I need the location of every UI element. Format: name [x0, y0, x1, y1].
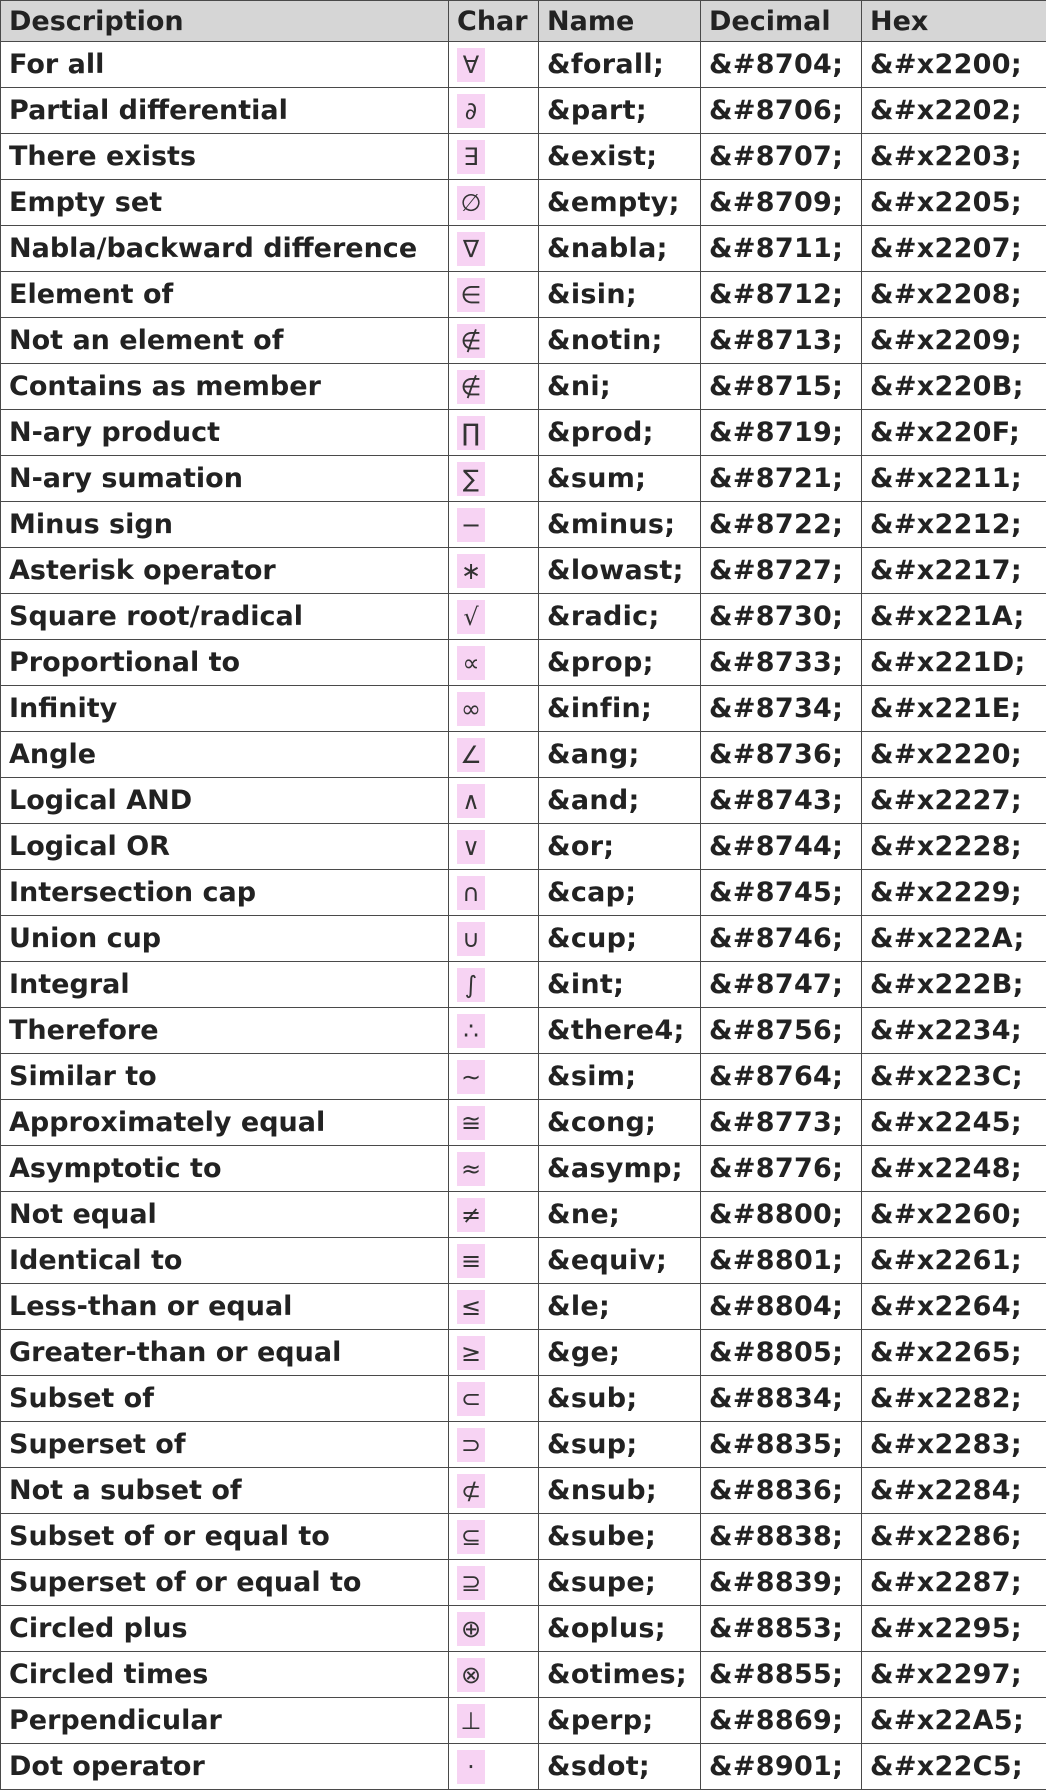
char-cell	[449, 1376, 539, 1422]
char-cell	[449, 1192, 539, 1238]
description-cell: Contains as member	[1, 364, 449, 410]
char-cell	[449, 1514, 539, 1560]
decimal-cell: &#8704;	[701, 42, 862, 88]
char-cell	[449, 88, 539, 134]
decimal-cell: &#8722;	[701, 502, 862, 548]
hex-cell: &#x2245;	[862, 1100, 1046, 1146]
char-cell	[449, 594, 539, 640]
char-cell	[449, 778, 539, 824]
decimal-cell: &#8801;	[701, 1238, 862, 1284]
decimal-cell: &#8745;	[701, 870, 862, 916]
char-cell	[449, 226, 539, 272]
description-cell: Not a subset of	[1, 1468, 449, 1514]
description-cell: Asymptotic to	[1, 1146, 449, 1192]
name-cell: &nabla;	[539, 226, 701, 272]
char-glyph: ∈	[457, 278, 485, 312]
table-row	[1, 1468, 1046, 1514]
description-cell: Circled plus	[1, 1606, 449, 1652]
decimal-cell: &#8773;	[701, 1100, 862, 1146]
decimal-cell: &#8901;	[701, 1744, 862, 1790]
table-row	[1, 640, 1046, 686]
char-cell	[449, 1468, 539, 1514]
table-row	[1, 272, 1046, 318]
hex-cell: &#x2205;	[862, 180, 1046, 226]
hex-cell: &#x2282;	[862, 1376, 1046, 1422]
char-glyph: ⊄	[457, 1474, 485, 1508]
char-cell	[449, 1330, 539, 1376]
decimal-cell: &#8805;	[701, 1330, 862, 1376]
hex-cell: &#x2211;	[862, 456, 1046, 502]
name-cell: &exist;	[539, 134, 701, 180]
char-glyph: ∞	[457, 692, 485, 726]
hex-cell: &#x2207;	[862, 226, 1046, 272]
table-row	[1, 1606, 1046, 1652]
hex-cell: &#x2248;	[862, 1146, 1046, 1192]
decimal-cell: &#8836;	[701, 1468, 862, 1514]
name-cell: &sup;	[539, 1422, 701, 1468]
char-cell	[449, 1652, 539, 1698]
description-cell: Logical OR	[1, 824, 449, 870]
char-cell	[449, 1238, 539, 1284]
char-glyph: ∀	[457, 48, 485, 82]
decimal-cell: &#8709;	[701, 180, 862, 226]
hex-cell: &#x223C;	[862, 1054, 1046, 1100]
char-glyph: ∪	[457, 922, 485, 956]
description-cell: Dot operator	[1, 1744, 449, 1790]
header-decimal: Decimal	[701, 1, 862, 42]
table-row	[1, 456, 1046, 502]
hex-cell: &#x2260;	[862, 1192, 1046, 1238]
char-cell	[449, 180, 539, 226]
name-cell: &minus;	[539, 502, 701, 548]
description-cell: Greater-than or equal	[1, 1330, 449, 1376]
table-row	[1, 1284, 1046, 1330]
description-cell: Intersection cap	[1, 870, 449, 916]
table-row	[1, 502, 1046, 548]
char-glyph: ⊥	[457, 1704, 485, 1738]
char-cell	[449, 1008, 539, 1054]
name-cell: &otimes;	[539, 1652, 701, 1698]
name-cell: &part;	[539, 88, 701, 134]
table-row	[1, 916, 1046, 962]
char-glyph: ⊇	[457, 1566, 485, 1600]
hex-cell: &#x221A;	[862, 594, 1046, 640]
name-cell: &ni;	[539, 364, 701, 410]
char-glyph: ∫	[457, 968, 485, 1002]
description-cell: Perpendicular	[1, 1698, 449, 1744]
description-cell: Nabla/backward difference	[1, 226, 449, 272]
name-cell: &cup;	[539, 916, 701, 962]
char-cell	[449, 1422, 539, 1468]
header-char: Char	[449, 1, 539, 42]
decimal-cell: &#8715;	[701, 364, 862, 410]
name-cell: &supe;	[539, 1560, 701, 1606]
name-cell: &sim;	[539, 1054, 701, 1100]
name-cell: &ge;	[539, 1330, 701, 1376]
hex-cell: &#x2283;	[862, 1422, 1046, 1468]
header-name: Name	[539, 1, 701, 42]
decimal-cell: &#8804;	[701, 1284, 862, 1330]
hex-cell: &#x2200;	[862, 42, 1046, 88]
char-glyph: ∑	[457, 462, 485, 496]
name-cell: &isin;	[539, 272, 701, 318]
table-row	[1, 1100, 1046, 1146]
description-cell: Superset of or equal to	[1, 1560, 449, 1606]
description-cell: N-ary product	[1, 410, 449, 456]
name-cell: &le;	[539, 1284, 701, 1330]
name-cell: &prod;	[539, 410, 701, 456]
name-cell: &sdot;	[539, 1744, 701, 1790]
description-cell: Minus sign	[1, 502, 449, 548]
table-row	[1, 364, 1046, 410]
table-row	[1, 1514, 1046, 1560]
description-cell: Circled times	[1, 1652, 449, 1698]
header-row	[1, 1, 1046, 42]
name-cell: &radic;	[539, 594, 701, 640]
name-cell: &there4;	[539, 1008, 701, 1054]
char-glyph: ∉	[457, 370, 485, 404]
char-cell	[449, 1744, 539, 1790]
hex-cell: &#x2297;	[862, 1652, 1046, 1698]
char-cell	[449, 456, 539, 502]
header-hex: Hex	[862, 1, 1046, 42]
table-row	[1, 1054, 1046, 1100]
char-glyph: ∅	[457, 186, 485, 220]
hex-cell: &#x220F;	[862, 410, 1046, 456]
char-cell	[449, 272, 539, 318]
table-row	[1, 1238, 1046, 1284]
description-cell: Similar to	[1, 1054, 449, 1100]
char-glyph: ⊃	[457, 1428, 485, 1462]
table-row	[1, 1698, 1046, 1744]
hex-cell: &#x2212;	[862, 502, 1046, 548]
description-cell: Proportional to	[1, 640, 449, 686]
char-cell	[449, 318, 539, 364]
char-cell	[449, 962, 539, 1008]
char-glyph: √	[457, 600, 485, 634]
char-glyph: ∼	[457, 1060, 485, 1094]
table-row	[1, 824, 1046, 870]
hex-cell: &#x2228;	[862, 824, 1046, 870]
table-row	[1, 1192, 1046, 1238]
decimal-cell: &#8706;	[701, 88, 862, 134]
description-cell: For all	[1, 42, 449, 88]
hex-cell: &#x2229;	[862, 870, 1046, 916]
table-row	[1, 1330, 1046, 1376]
char-glyph: ⊂	[457, 1382, 485, 1416]
table-row	[1, 318, 1046, 364]
name-cell: &notin;	[539, 318, 701, 364]
table-row	[1, 594, 1046, 640]
description-cell: Infinity	[1, 686, 449, 732]
hex-cell: &#x222B;	[862, 962, 1046, 1008]
decimal-cell: &#8834;	[701, 1376, 862, 1422]
hex-cell: &#x2208;	[862, 272, 1046, 318]
char-glyph: ⊗	[457, 1658, 485, 1692]
name-cell: &ang;	[539, 732, 701, 778]
hex-cell: &#x2202;	[862, 88, 1046, 134]
char-glyph: ∗	[457, 554, 485, 588]
name-cell: &sube;	[539, 1514, 701, 1560]
table-row	[1, 88, 1046, 134]
table-row	[1, 1422, 1046, 1468]
char-cell	[449, 548, 539, 594]
char-cell	[449, 134, 539, 180]
table-row	[1, 410, 1046, 456]
char-cell	[449, 1100, 539, 1146]
char-cell	[449, 1698, 539, 1744]
hex-cell: &#x221D;	[862, 640, 1046, 686]
char-cell	[449, 916, 539, 962]
description-cell: Asterisk operator	[1, 548, 449, 594]
char-glyph: ∝	[457, 646, 485, 680]
decimal-cell: &#8835;	[701, 1422, 862, 1468]
name-cell: &int;	[539, 962, 701, 1008]
decimal-cell: &#8869;	[701, 1698, 862, 1744]
char-cell	[449, 824, 539, 870]
hex-cell: &#x222A;	[862, 916, 1046, 962]
char-glyph: ≡	[457, 1244, 485, 1278]
decimal-cell: &#8707;	[701, 134, 862, 180]
description-cell: Partial differential	[1, 88, 449, 134]
hex-cell: &#x2284;	[862, 1468, 1046, 1514]
decimal-cell: &#8730;	[701, 594, 862, 640]
char-cell	[449, 1054, 539, 1100]
decimal-cell: &#8776;	[701, 1146, 862, 1192]
char-cell	[449, 732, 539, 778]
description-cell: Union cup	[1, 916, 449, 962]
table-body	[1, 42, 1046, 1790]
decimal-cell: &#8746;	[701, 916, 862, 962]
char-glyph: ≥	[457, 1336, 485, 1370]
decimal-cell: &#8853;	[701, 1606, 862, 1652]
decimal-cell: &#8734;	[701, 686, 862, 732]
decimal-cell: &#8756;	[701, 1008, 862, 1054]
description-cell: Logical AND	[1, 778, 449, 824]
name-cell: &and;	[539, 778, 701, 824]
decimal-cell: &#8747;	[701, 962, 862, 1008]
hex-cell: &#x2227;	[862, 778, 1046, 824]
decimal-cell: &#8855;	[701, 1652, 862, 1698]
char-glyph: ⋅	[457, 1750, 485, 1784]
table-row	[1, 226, 1046, 272]
table-row	[1, 778, 1046, 824]
char-glyph: ≅	[457, 1106, 485, 1140]
description-cell: Not an element of	[1, 318, 449, 364]
name-cell: &empty;	[539, 180, 701, 226]
hex-cell: &#x22C5;	[862, 1744, 1046, 1790]
char-cell	[449, 640, 539, 686]
char-cell	[449, 1606, 539, 1652]
decimal-cell: &#8743;	[701, 778, 862, 824]
char-glyph: ∂	[457, 94, 485, 128]
description-cell: Subset of	[1, 1376, 449, 1422]
char-glyph: ∇	[457, 232, 485, 266]
hex-cell: &#x2220;	[862, 732, 1046, 778]
char-cell	[449, 686, 539, 732]
name-cell: &sum;	[539, 456, 701, 502]
char-cell	[449, 870, 539, 916]
decimal-cell: &#8764;	[701, 1054, 862, 1100]
table-row	[1, 732, 1046, 778]
hex-cell: &#x2264;	[862, 1284, 1046, 1330]
name-cell: &perp;	[539, 1698, 701, 1744]
description-cell: Subset of or equal to	[1, 1514, 449, 1560]
description-cell: Less-than or equal	[1, 1284, 449, 1330]
hex-cell: &#x22A5;	[862, 1698, 1046, 1744]
hex-cell: &#x2295;	[862, 1606, 1046, 1652]
char-glyph: ∠	[457, 738, 485, 772]
decimal-cell: &#8713;	[701, 318, 862, 364]
decimal-cell: &#8721;	[701, 456, 862, 502]
char-glyph: ∧	[457, 784, 485, 818]
header-description: Description	[1, 1, 449, 42]
name-cell: &prop;	[539, 640, 701, 686]
name-cell: &oplus;	[539, 1606, 701, 1652]
table-row	[1, 1008, 1046, 1054]
hex-cell: &#x2261;	[862, 1238, 1046, 1284]
description-cell: Identical to	[1, 1238, 449, 1284]
description-cell: Integral	[1, 962, 449, 1008]
decimal-cell: &#8711;	[701, 226, 862, 272]
char-cell	[449, 42, 539, 88]
decimal-cell: &#8839;	[701, 1560, 862, 1606]
char-glyph: ∩	[457, 876, 485, 910]
name-cell: &infin;	[539, 686, 701, 732]
char-glyph: ∉	[457, 324, 485, 358]
name-cell: &equiv;	[539, 1238, 701, 1284]
name-cell: &or;	[539, 824, 701, 870]
table-row	[1, 962, 1046, 1008]
name-cell: &nsub;	[539, 1468, 701, 1514]
description-cell: N-ary sumation	[1, 456, 449, 502]
table-row	[1, 1560, 1046, 1606]
hex-cell: &#x2209;	[862, 318, 1046, 364]
char-glyph: ∃	[457, 140, 485, 174]
char-cell	[449, 1284, 539, 1330]
hex-cell: &#x220B;	[862, 364, 1046, 410]
char-cell	[449, 502, 539, 548]
description-cell: Not equal	[1, 1192, 449, 1238]
table-row	[1, 1652, 1046, 1698]
table-row	[1, 1146, 1046, 1192]
hex-cell: &#x2286;	[862, 1514, 1046, 1560]
table-row	[1, 870, 1046, 916]
hex-cell: &#x2217;	[862, 548, 1046, 594]
table-row	[1, 548, 1046, 594]
decimal-cell: &#8712;	[701, 272, 862, 318]
char-cell	[449, 364, 539, 410]
hex-cell: &#x2203;	[862, 134, 1046, 180]
name-cell: &ne;	[539, 1192, 701, 1238]
description-cell: Therefore	[1, 1008, 449, 1054]
table-row	[1, 42, 1046, 88]
hex-cell: &#x2234;	[862, 1008, 1046, 1054]
table-row	[1, 180, 1046, 226]
char-glyph: ∨	[457, 830, 485, 864]
table-row	[1, 1376, 1046, 1422]
char-cell	[449, 410, 539, 456]
char-cell	[449, 1560, 539, 1606]
decimal-cell: &#8719;	[701, 410, 862, 456]
decimal-cell: &#8736;	[701, 732, 862, 778]
char-glyph: ∏	[457, 416, 485, 450]
decimal-cell: &#8733;	[701, 640, 862, 686]
name-cell: &sub;	[539, 1376, 701, 1422]
decimal-cell: &#8838;	[701, 1514, 862, 1560]
hex-cell: &#x221E;	[862, 686, 1046, 732]
char-glyph: ∴	[457, 1014, 485, 1048]
decimal-cell: &#8744;	[701, 824, 862, 870]
name-cell: &cap;	[539, 870, 701, 916]
description-cell: Element of	[1, 272, 449, 318]
name-cell: &asymp;	[539, 1146, 701, 1192]
table-row	[1, 134, 1046, 180]
char-glyph: ⊆	[457, 1520, 485, 1554]
name-cell: &cong;	[539, 1100, 701, 1146]
char-glyph: ⊕	[457, 1612, 485, 1646]
description-cell: Superset of	[1, 1422, 449, 1468]
decimal-cell: &#8800;	[701, 1192, 862, 1238]
char-glyph: ≈	[457, 1152, 485, 1186]
char-cell	[449, 1146, 539, 1192]
hex-cell: &#x2287;	[862, 1560, 1046, 1606]
table-row	[1, 1744, 1046, 1790]
char-glyph: ≠	[457, 1198, 485, 1232]
description-cell: Angle	[1, 732, 449, 778]
description-cell: Square root/radical	[1, 594, 449, 640]
name-cell: &lowast;	[539, 548, 701, 594]
char-glyph: −	[457, 508, 485, 542]
hex-cell: &#x2265;	[862, 1330, 1046, 1376]
char-glyph: ≤	[457, 1290, 485, 1324]
table-row	[1, 686, 1046, 732]
description-cell: Empty set	[1, 180, 449, 226]
description-cell: Approximately equal	[1, 1100, 449, 1146]
name-cell: &forall;	[539, 42, 701, 88]
description-cell: There exists	[1, 134, 449, 180]
decimal-cell: &#8727;	[701, 548, 862, 594]
